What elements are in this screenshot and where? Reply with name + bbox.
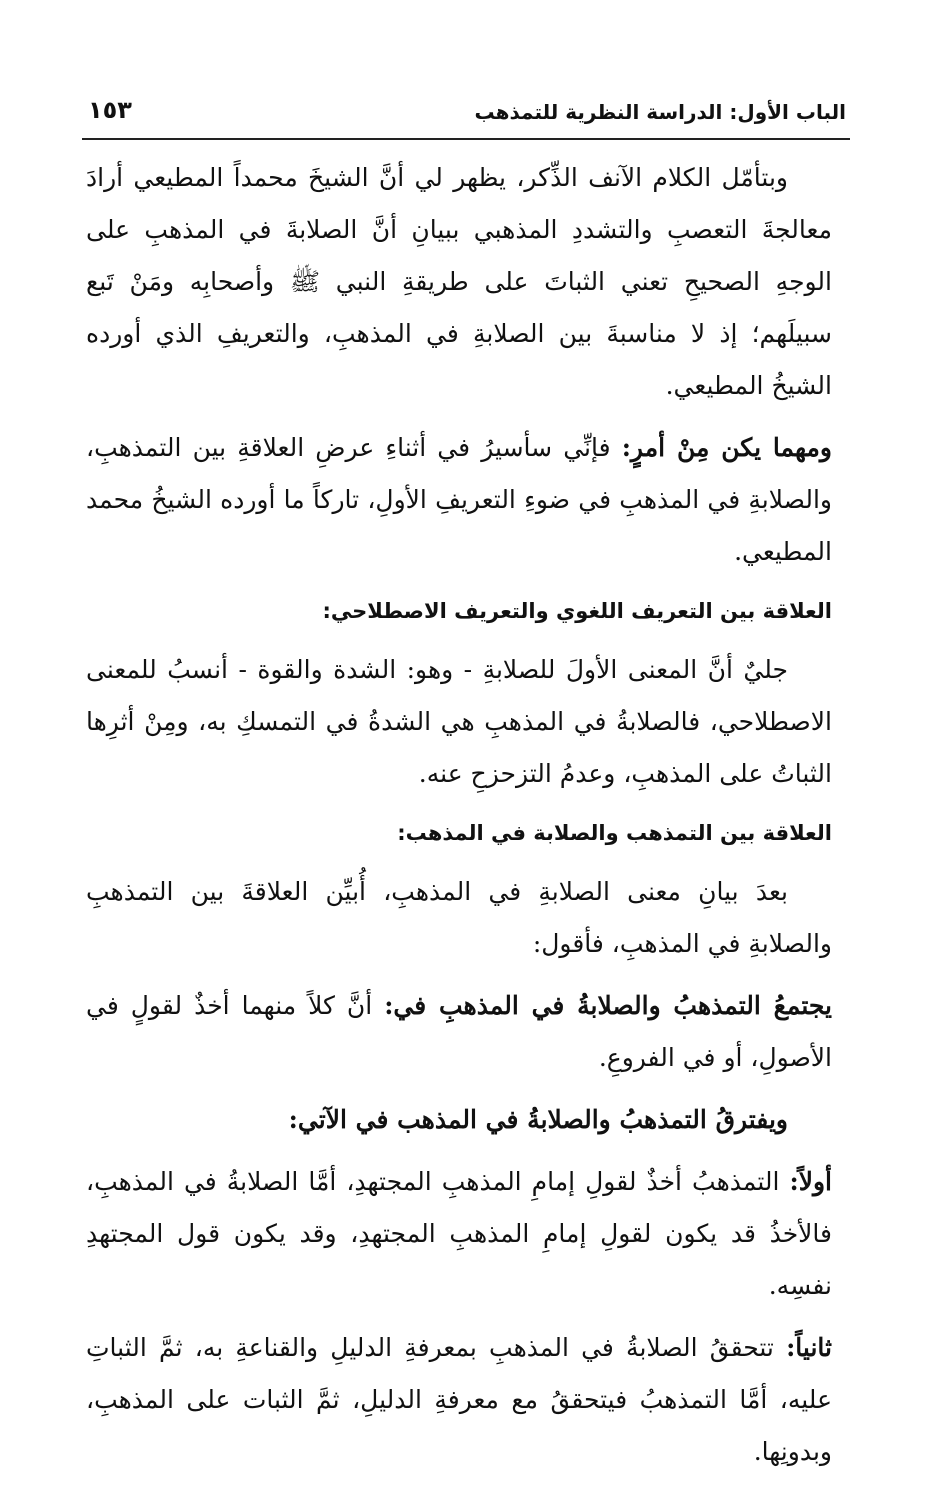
paragraph-2-text: فإنِّي سأسيرُ في أثناءِ عرضِ العلاقةِ بين التمذهبِ، والصلابةِ في المذهبِ في ضوءِ التعريفِ الأولِ، تاركاً ما أورده الشيخُ محمد المطيعي.: [86, 433, 832, 566]
paragraph-6: ويفترقُ التمذهبُ والصلابةُ في المذهب في الآتي:: [288, 1105, 788, 1134]
paragraph-1: وبتأمّل الكلام الآنف الذِّكر، يظهر لي أنَّ الشيخَ محمداً المطيعي أرادَ معالجةَ التعصبِ والتشددِ المذهبي ببيانِ أنَّ الصلابةَ في المذهبِ على الوجهِ الصحيحِ تعني الثباتَ على طريقةِ النبي ﷺ وأصحابِه ومَنْ تَبع سبيلَهم؛ إذ لا مناسبةَ بين الصلابةِ في المذهبِ، والتعريفِ الذي أورده الشيخُ المطيعي.: [86, 163, 832, 400]
section-heading-2: العلاقة بين التمذهب والصلابة في المذهب:: [397, 821, 832, 845]
paragraph-5-lead: يجتمعُ التمذهبُ والصلابةُ في المذهبِ في:: [384, 991, 832, 1020]
paragraph-3: جليٌ أنَّ المعنى الأولَ للصلابةِ - وهو: الشدة والقوة - أنسبُ للمعنى الاصطلاحي، فالصلابةُ في المذهبِ هي الشدةُ في التمسكِ به، ومِنْ أثرِها الثباتُ على المذهبِ، وعدمُ التزحزحِ عنه.: [86, 655, 832, 788]
paragraph-2: [86, 422, 832, 578]
paragraph-8-text: تتحققُ الصلابةُ في المذهبِ بمعرفةِ الدليلِ والقناعةِ به، ثمَّ الثباتِ عليه، أمَّا التمذهبُ فيتحققُ مع معرفةِ الدليلِ، ثمَّ الثبات على المذهبِ، وبدونِها.: [86, 1333, 832, 1466]
paragraph-8-lead: ثانياً:: [786, 1333, 832, 1362]
running-header: [86, 92, 846, 132]
paragraph-7: [86, 1156, 832, 1312]
section-heading-1: العلاقة بين التعريف اللغوي والتعريف الاصطلاحي:: [322, 599, 832, 623]
paragraph-8: [86, 1322, 832, 1478]
paragraph-7-text: التمذهبُ أخذٌ لقولِ إمامِ المذهبِ المجتهدِ، أمَّا الصلابةُ في المذهبِ، فالأخذُ قد يكون لقولِ إمامِ المذهبِ المجتهدِ، وقد يكون قول المجتهدِ نفسِه.: [86, 1167, 832, 1300]
body-text: [86, 152, 832, 1488]
running-title: الباب الأول: الدراسة النظرية للتمذهب: [474, 100, 846, 124]
paragraph-4: بعدَ بيانِ معنى الصلابةِ في المذهبِ، أُبيِّن العلاقةَ بين التمذهبِ والصلابةِ في المذهبِ، فأقول:: [86, 877, 832, 958]
paragraph-5: [86, 980, 832, 1084]
page-number: ١٥٣: [88, 96, 132, 124]
paragraph-2-lead: ومهما يكن مِنْ أمرٍ:: [621, 433, 832, 462]
paragraph-7-lead: أولاً:: [789, 1167, 832, 1196]
paragraph-5-text: أنَّ كلاً منهما أخذٌ لقولٍ في الأصولِ، أو في الفروعِ.: [86, 991, 832, 1072]
header-rule: [82, 138, 850, 140]
